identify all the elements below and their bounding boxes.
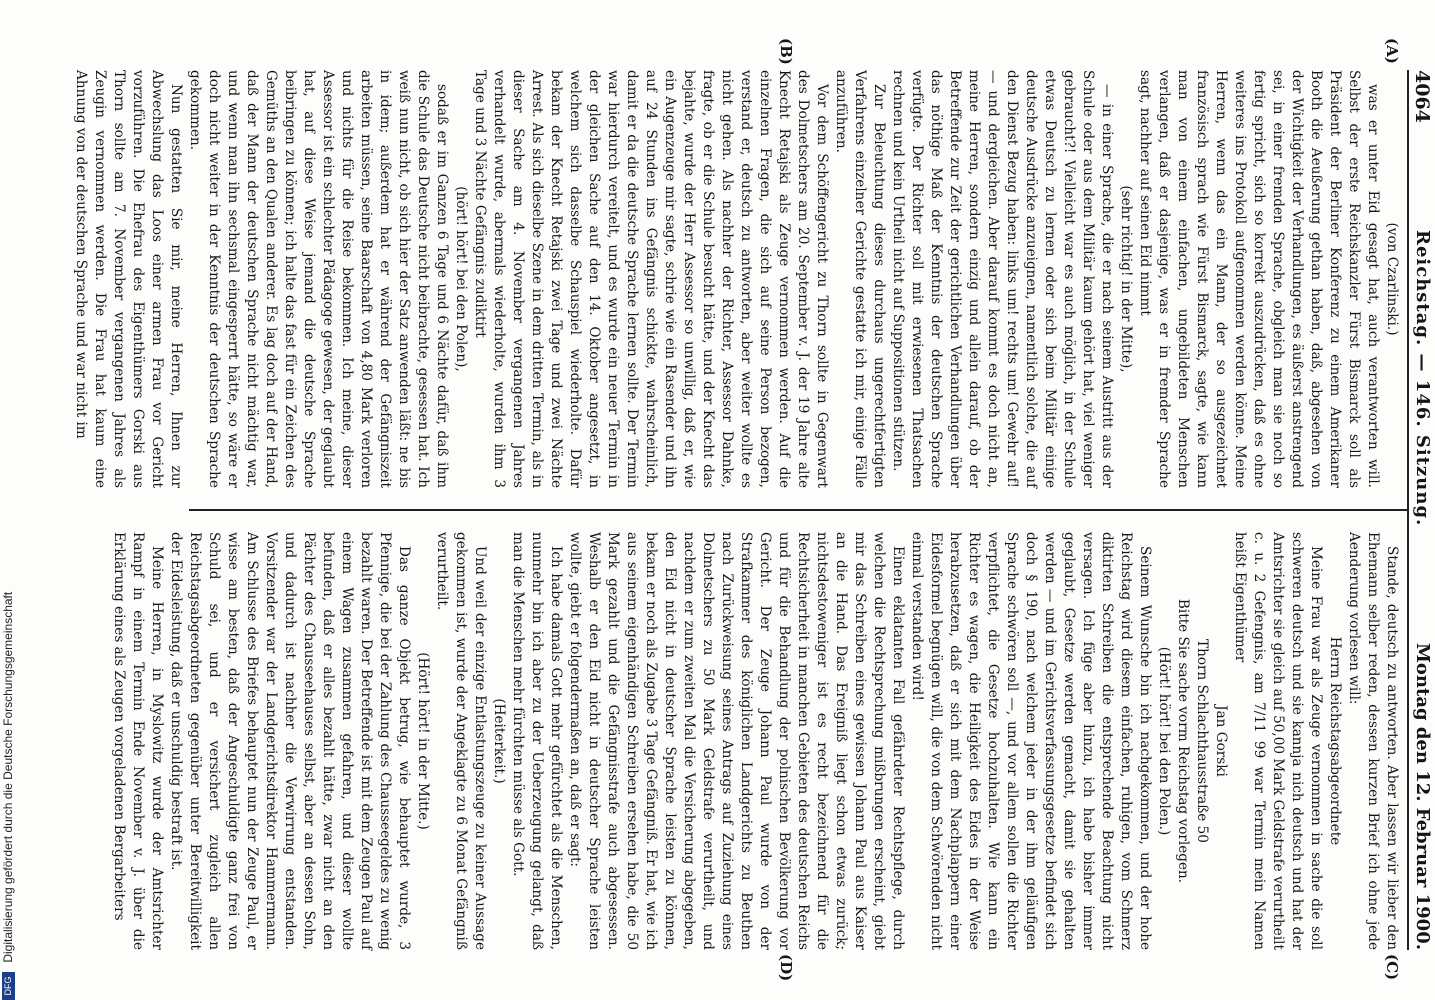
paragraph: Vor dem Schöffengericht zu Thorn sollte in Gegenwart des Dolmetschers am 20. September v. J. der 19 Jahre alte Knecht Retajski als Zeuge vernommen werden. Auf die einzelnen Fragen, die sich auf seine Person bezogen, verstand er, deutsch zu antworten, aber weiter wollte es nicht gehen. Als nachher der Richter, Assessor Dahnke, fragte, ob er die Schule besucht hätte, und der Knecht das bejahte, wurde der Herr Assessor so unwillig, daß er, wie ein Augenzeuge mir sagte, schrie wie ein Rasender und ihn auf 24 Stunden ins Gefängnis schickte, wahrscheinlich, damit er da die deutsche Sprache lernen sollte. Der Termin war hierdurch vereitelt, und es wurde ein neuer Termin in der gleichen Sache auf den 14. Oktober angesetzt, in welchem sich dasselbe Schauspiel wiederholte. Dafür bekam der Knecht Retajski zwei Tage und zwei Nächte Arrest. Als sich dieselbe Szene in dem dritten Termin, als in dieser Sache am 4. November vergangenen Jahres verhandelt wurde, abermals wiederholte, wurden ihm 3 Tage und 3 Nächte Gefängnis zudiktirt — [472, 70, 830, 488]
paragraph: Stande, deutsch zu antworten. Aber lassen wir lieber den Ehemann selber reden, dessen kurzen Brief ich ohne jede Aenderung vorlesen will: — [1346, 532, 1400, 950]
column-divider — [189, 509, 1409, 511]
letter-address: Herrn Reichstagsabgeordnete — [1327, 636, 1343, 846]
margin-mark-d: (D) — [777, 954, 795, 982]
session-title: Reichstag. — 146. Sitzung. — [1412, 230, 1433, 527]
paragraph: Meine Herren, in Myslowitz wurde der Amtsrichter Rampf in einem Termin Ende November v. J. über die Erklärung eines als Zeugen vorgeladenen Bergarbeiters — [111, 532, 165, 950]
paragraph: Zur Beleuchtung dieses durchaus ungerechtfertigten Verfahrens einzelner Gerichte gestatte ich mir, einige Fälle anzuführen. — [833, 70, 887, 488]
page-header — [1407, 70, 1435, 950]
paragraph: Das ganze Objekt betrug, wie behauptet wurde, 3 Pfennige, die bei der Zahlung des Chausseegeldes zu wenig bezahlt waren. Der Betreffende ist mit dem Zeugen Paul auf einem Wagen zusammen gefahren, und dieser wollte befunden, daß er alles bezahlt hätte, zwar nicht an den Pächter des Chausseehauses selbst, aber an dessen Sohn, und dadurch ist nachher die Verwirrung entstanden. Vorsitzender war der Landgerichtsdirektor Hammermann. Am Schlusse des Briefes behauptet nun der Zeuge Paul, er wisse am besten, daß der Angeschuldigte ganz frei von Schuld sei, und er versichert zugleich allen Reichstagsabgeordneten gegenüber unter Bereitwilligkeit der Eidesleistung, daß er unschuldig bestraft ist. — [168, 532, 412, 950]
interjection: (sehr richtig! in der Mitte), — [1118, 185, 1134, 373]
left-column — [73, 70, 1401, 488]
letter-body: Meine Frau war als Zeuge vernommen in sache die soll schweren deutsch und sie kannja nich deutsch und hat der Amtsrichter sie gleich auf 50,00 Mark Geldstrafe verurtheilt c. u. 2 Gefengnis, am 7/11 99 war Termin mein Namen heißt Eigenthümer — [1232, 532, 1324, 950]
paragraph: Nun gestatten Sie mir, meine Herren, Ihnen zur Abwechslung das Loos einer armen Frau vor Gericht vorzuführen. Die Ehefrau des Eigenthümers Gorski aus Thorn sollte am 7. November vergangenen Jahres als Zeugin vernommen werden. Die Frau hat kaum eine Ahnung von der deutschen Sprache und war nicht im — [73, 70, 184, 488]
speaker-label: (von Czarlinski.) — [1384, 222, 1400, 336]
page-content — [73, 38, 1435, 982]
interjection: (Hört! hört! in der Mitte.) — [415, 652, 431, 830]
margin-mark-c: (C) — [1383, 954, 1401, 981]
interjection: (Heiterkeit.) — [491, 698, 507, 784]
paragraph: Einen eklatanten Fall gefährdeter Rechtspflege, durch welchen die Rechtsprechung mißbrungen erscheint, giebt mir das Schreiben eines gewissen Johann Paul aus Kaiser an die Hand. Das Ereigniß liegt schon etwas zurück; nichtsdestoweniger ist es recht bezeichnend für die Rechtsicherheit in manchen Gebieten des deutschen Reichs und für die Behandlung der polnischen Bevölkerung vor Gericht. Der Zeuge Johann Paul wurde von der Strafkammer des königlichen Landgerichts zu Beuthen nach Zurückweisung seines Antrags auf Zuziehung eines Dolmetschers zu 50 Mark Geldstrafe verurtheilt, und nachdem er zum zweiten Mal die Versicherung abgegeben, den Eid nicht in deutscher Sprache leisten zu können, bekam er noch als Zugabe 3 Tage Gefängniß. Er hat, wie ich aus seinem eigenhändigen Schreiben ersehen habe, die 50 Mark gezahlt und die Gefängnisstrafe auch abgesessen. Weshalb er den Eid nicht in deutscher Sprache leisten wollte, giebt er folgendermaßen an, daß er sagt: — [567, 532, 906, 950]
paragraph: sodaß er im Ganzen 6 Tage und 6 Nächte dafür, daß ihm die Schule das Deutsche nicht beibrachte, gesessen hat. Ich weiß nun nicht, ob sich hier der Satz anwenden läßt: ne bis in idem; außerdem hat er während der Gefängniszeit arbeiten müssen, seine Baarschaft von 4,80 Mark verloren und nichts für die Reise bekommen. Ich meine, dieser Assessor ist ein schlechter Pädagoge gewesen, der geglaubt hat, auf diese Weise jemand die deutsche Sprache beibringen zu können; ich halte das fast für ein Zeichen des Gemüths an den Qualen anderer. Es lag doch auf der Hand, daß der Mann der deutschen Sprache nicht mächtig war, und wenn man ihn sechsmal eingesperrt hätte, so wäre er doch nicht weiter in der Kenntnis der deutschen Sprache gekommen. — [187, 70, 450, 488]
margin-mark-a: (A) — [1383, 38, 1401, 64]
interjection: (hört! hört! bei den Polen), — [453, 186, 469, 372]
interjection: (Hört! hört! bei den Polen.) — [1156, 646, 1172, 836]
letter-signature: Jan Gorski — [1213, 705, 1229, 777]
page-number: 4064 — [1411, 70, 1433, 123]
session-date: Montag den 12. Februar 1900. — [1412, 642, 1433, 950]
quotation: Ich habe damals Gott mehr gefürchtet als die Menschen, nunmehr bin ich aber zu der Ueberzeugung gelangt, daß man die Menschen mehr fürchten müsse als Gott. — [510, 532, 564, 950]
dfg-logo: DFG — [2, 972, 15, 1000]
margin-mark-b: (B) — [777, 38, 795, 65]
right-column — [111, 532, 1401, 950]
letter-address-line: Thorn Schlachthausstraße 50 — [1194, 639, 1210, 843]
letter-closing: Bitte Sie sache vorm Reichstag vorlegen. — [1175, 598, 1191, 884]
footer-text: Digitalisierung gefördert durch die Deutsche Forschungsgemeinschaft — [1, 591, 15, 963]
paragraph: — in einer Sprache, die er nach seinem Austritt aus der Schule oder aus dem Militär kaum gehört hat, viel weniger gebraucht?! Vielleicht war es auch möglich, in der Schule etwas Deutsch zu lernen oder sich beim Militär einige deutsche Ausdrücke anzueignen, namentlich solche, die auf den Dienst Bezug haben: links um! rechts um! Gewehr auf! — und dergleichen. Aber darauf kommt es doch nicht an, meine Herren, sondern einzig und allein darauf, ob der Betreffende zur Zeit der gerichtlichen Verhandlungen über das nöthige Maß der Kenntnis der deutschen Sprache verfügte. Der Richter soll mit erwiesenen Thatsachen rechnen und kein Urtheil nicht auf Suppositionen stützen. — [890, 70, 1115, 488]
paragraph: Seinem Wunsche bin ich nachgekommen, und der hohe Reichstag wird diesem einfachen, ruhigen, vom Schmerz diktirten Schreiben die entsprechende Beachtung nicht versagen. Ich füge aber hinzu, ich habe bisher immer geglaubt, Gesetze werden gemacht, damit sie gehalten werden — und im Gerichtsverfassungsgesetze befindet sich doch § 190, nach welchem jeder in der ihm geläufigen Sprache schwören soll —, und vor allem sollen die Richter verpflichtet, die Gesetze hochzuhalten. Wie kann ein Richter es wagen, die Heiligkeit des Eides in der Weise herabzusetzen, daß er sich mit dem Nachplappern einer Eidesformel begnügen will, die von dem Schwörenden nicht einmal verstanden wird! — [909, 532, 1153, 950]
paragraph: Und weil der einzige Entlastungszeuge zu keiner Aussage gekommen ist, wurde der Angeklagte zu 6 Monat Gefängniß verurtheilt. — [434, 532, 488, 950]
digitization-footer — [1, 0, 21, 1000]
paragraph: was er unter Eid gesagt hat, auch verantworten will. Selbst der erste Reichskanzler Fürst Bismarck soll als Präsident der Berliner Konferenz zu einem Amerikaner Booth die Aeußerung gethan haben, daß, abgesehen von der Wichtigkeit der Verhandlungen, es äußerst anstrengend sei, in einer fremden Sprache, obgleich man sie noch so fertig spricht, sich so korrekt auszudrücken, daß es ohne weiteres ins Protokoll aufgenommen werden könne. Meine Herren, wenn das ein Mann, der so ausgezeichnet französisch sprach wie Fürst Bismarck, sagte, wie kann man von einem einfachen, ungebildeten Menschen verlangen, daß er dasjenige, was er in fremder Sprache sagt, nachher auf seinen Eid nimmt — [1137, 70, 1381, 488]
